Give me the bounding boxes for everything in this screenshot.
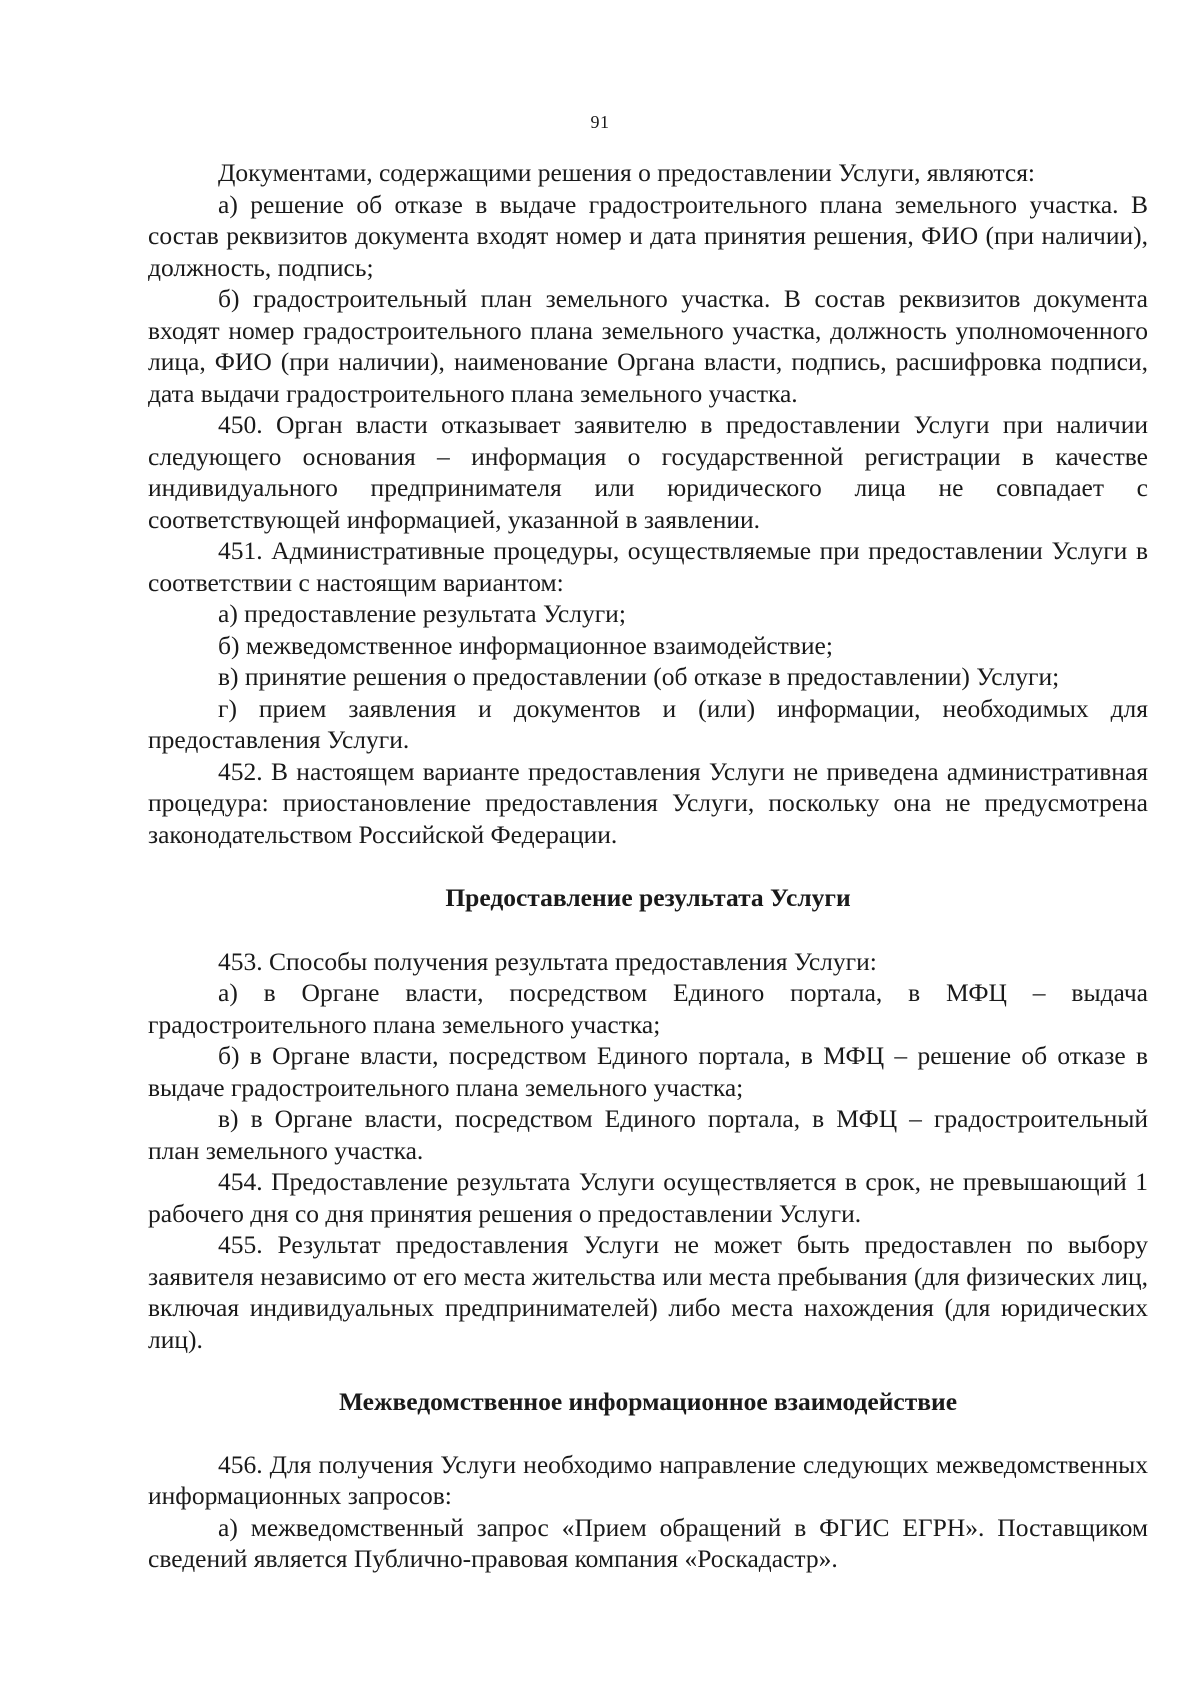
- paragraph: Документами, содержащими решения о предоставлении Услуги, являются:: [218, 158, 1036, 187]
- list-item: б) в Органе власти, посредством Единого портала, в МФЦ – решение об отказе в выдаче градостроительного плана земельного участка;: [148, 1041, 1148, 1102]
- section-heading-result: Предоставление результата Услуги: [445, 883, 851, 912]
- paragraph: 456. Для получения Услуги необходимо направление следующих межведомственных информационных запросов:: [148, 1449, 1148, 1510]
- list-item: а) в Органе власти, посредством Единого портала, в МФЦ – выдача градостроительного плана земельного участка;: [148, 978, 1148, 1039]
- list-item: а) предоставление результата Услуги;: [218, 599, 626, 628]
- document-body: [148, 157, 1148, 1575]
- spacer: [148, 1418, 1148, 1449]
- spacer: [148, 1355, 1148, 1386]
- paragraph: б) градостроительный план земельного участка. В состав реквизитов документа входят номер градостроительного плана земельного участка, должность уполномоченного лица, ФИО (при наличии), наименование Органа власти, подпись, расшифровка подписи, дата выдачи градостроительного плана земельного участка.: [148, 284, 1148, 408]
- paragraph: 451. Административные процедуры, осуществляемые при предоставлении Услуги в соответствии с настоящим вариантом:: [148, 536, 1148, 597]
- paragraph: 453. Способы получения результата предоставления Услуги:: [218, 946, 877, 976]
- page-number: 91: [590, 112, 610, 132]
- paragraph: 450. Орган власти отказывает заявителю в предоставлении Услуги при наличии следующего основания – информация о государственной регистрации в качестве индивидуального предпринимателя или юридического лица не совпадает с соответствующей информацией, указанной в заявлении.: [148, 410, 1148, 534]
- paragraph: а) решение об отказе в выдаче градостроительного плана земельного участка. В состав реквизитов документа входят номер и дата принятия решения, ФИО (при наличии), должность, подпись;: [148, 189, 1148, 282]
- section-result: [148, 946, 1148, 1356]
- section-interagency: [148, 1449, 1148, 1575]
- paragraph: 455. Результат предоставления Услуги не может быть предоставлен по выбору заявителя независимо от его места жительства или места пребывания (для физических лиц, включая индивидуальных предпринимателей) либо места нахождения (для юридических лиц).: [148, 1230, 1148, 1354]
- list-item: б) межведомственное информационное взаимодействие;: [218, 630, 833, 660]
- spacer: [148, 914, 1148, 946]
- list-item: в) принятие решения о предоставлении (об отказе в предоставлении) Услуги;: [218, 662, 1060, 691]
- section-decisions: [148, 157, 1148, 850]
- list-item: в) в Органе власти, посредством Единого портала, в МФЦ – градостроительный план земельного участка.: [148, 1104, 1148, 1165]
- paragraph: 454. Предоставление результата Услуги осуществляется в срок, не превышающий 1 рабочего дня со дня принятия решения о предоставлении Услуги.: [148, 1167, 1148, 1228]
- paragraph: 452. В настоящем варианте предоставления Услуги не приведена административная процедура: приостановление предоставления Услуги, поскольку она не предусмотрена законодательством Российской Федерации.: [148, 756, 1148, 849]
- list-item: а) межведомственный запрос «Прием обращений в ФГИС ЕГРН». Поставщиком сведений является Публично-правовая компания «Роскадастр».: [148, 1512, 1148, 1573]
- spacer: [148, 850, 1148, 882]
- list-item: г) прием заявления и документов и (или) информации, необходимых для предоставления Услуги.: [148, 693, 1148, 754]
- section-heading-interagency: Межведомственное информационное взаимодействие: [338, 1387, 958, 1416]
